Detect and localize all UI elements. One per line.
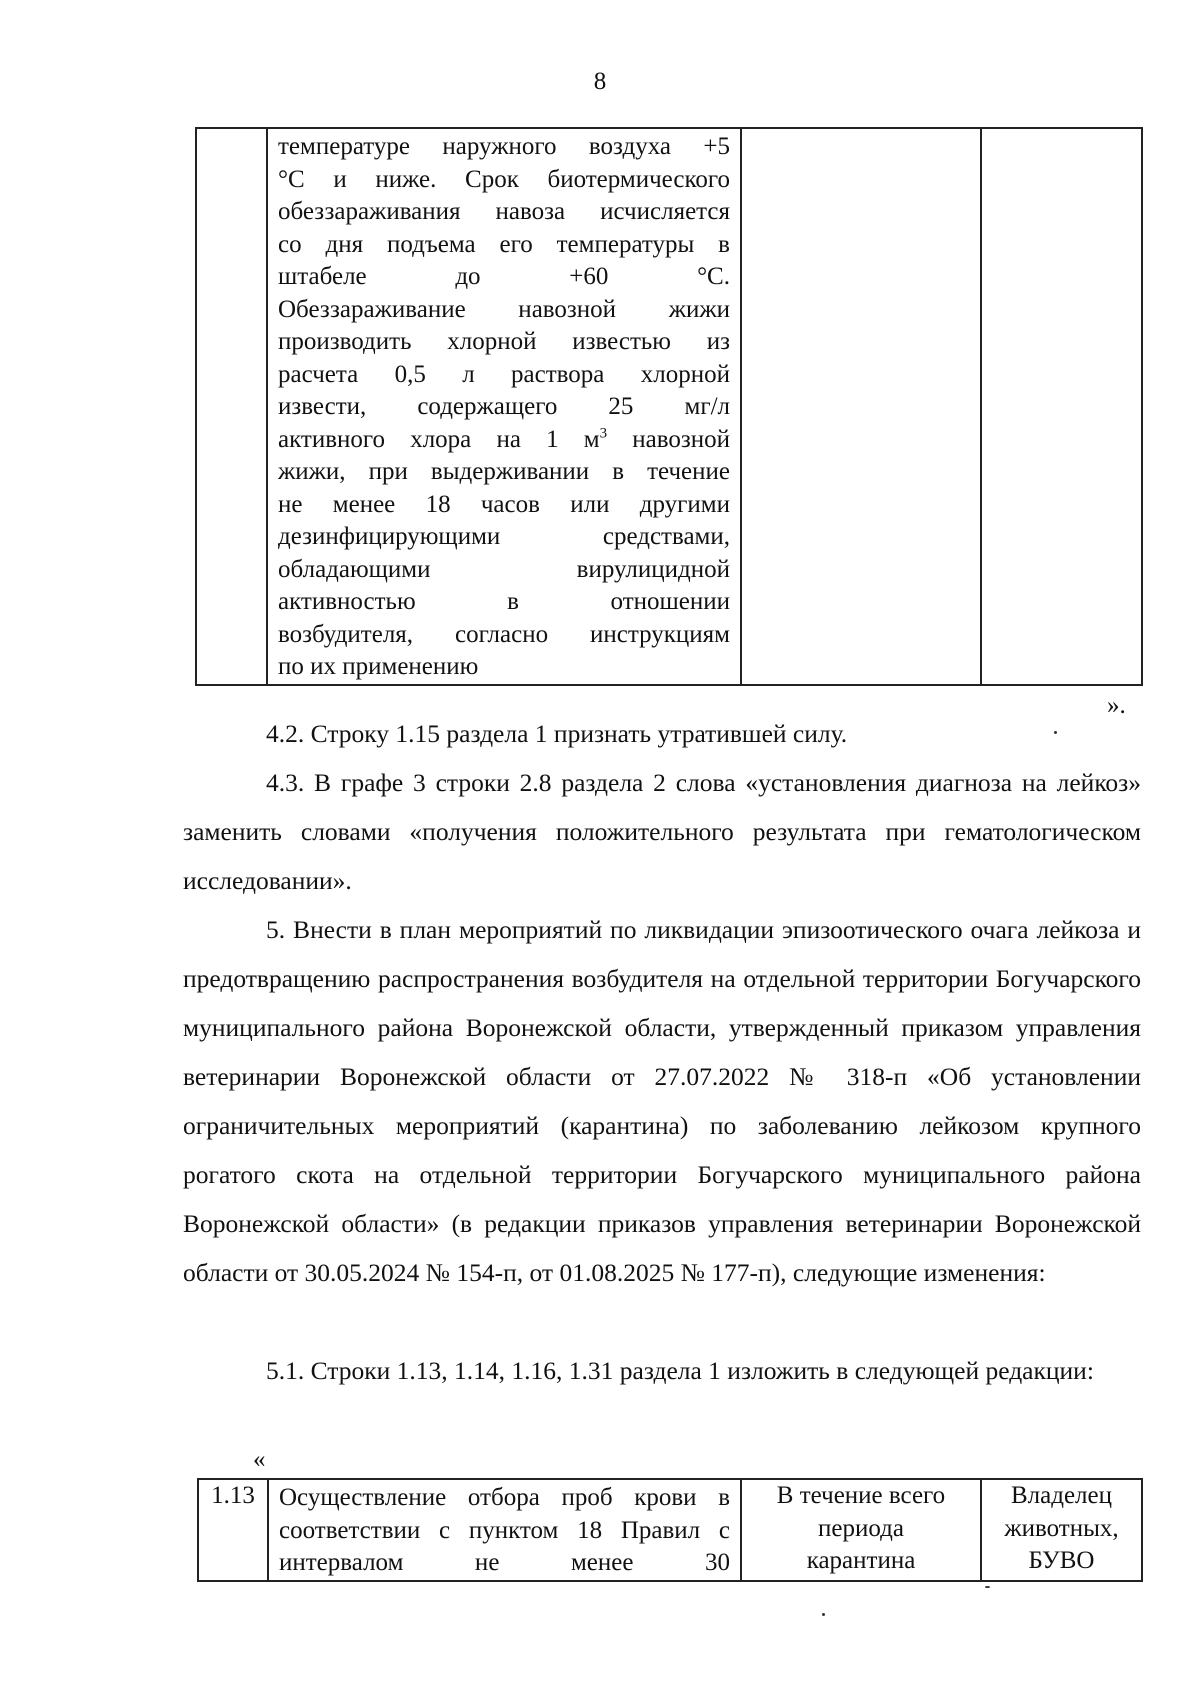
cell-line: дезинфицирующими средствами, bbox=[278, 523, 730, 550]
scan-speck bbox=[822, 1613, 825, 1616]
table-new-rows bbox=[197, 1478, 1143, 1582]
cell-line: Владелец bbox=[1010, 1482, 1112, 1509]
table-cell-responsible bbox=[981, 1479, 1142, 1581]
cell-line: обеззараживания навоза исчисляется bbox=[278, 198, 730, 225]
superscript: 3 bbox=[599, 425, 608, 442]
cell-line: В течение всего bbox=[776, 1482, 946, 1509]
cell-line: соответствии с пунктом 18 Правил с bbox=[279, 1516, 730, 1544]
cell-line: возбудителя, согласно инструкциям bbox=[278, 620, 730, 648]
cell-line: активностью в отношении bbox=[278, 588, 730, 615]
cell-line-with-superscript: активного хлора на 1 $м^3$ навозной bbox=[278, 425, 730, 453]
cell-line: обладающими вирулицидной bbox=[278, 555, 730, 583]
cell-line: Осуществление отбора проб крови в bbox=[279, 1484, 730, 1511]
scan-speck bbox=[985, 1586, 990, 1588]
cell-line: со дня подъема его температуры в bbox=[278, 230, 730, 258]
cell-line: Обеззараживание навозной жижи bbox=[278, 295, 730, 323]
table-continuation bbox=[195, 127, 1143, 686]
cell-line: жижи, при выдерживании в течение bbox=[278, 458, 730, 485]
cell-line: температуре наружного воздуха +5 bbox=[278, 133, 730, 160]
table-cell-measure bbox=[268, 1479, 741, 1581]
page-number: 8 bbox=[593, 68, 607, 95]
table-cell-responsible bbox=[981, 128, 1142, 685]
cell-line: животных, bbox=[1004, 1514, 1119, 1542]
paragraph-4-2: 4.2. Строку 1.15 раздела 1 признать утратившей силу. bbox=[266, 719, 848, 748]
cell-line: производить хлорной известью из bbox=[278, 328, 730, 355]
table-cell-measure bbox=[267, 128, 741, 685]
table-cell-deadline bbox=[741, 128, 981, 685]
row-number: 1.13 bbox=[198, 1479, 268, 1581]
cell-line: интервалом не менее 30 bbox=[279, 1549, 730, 1576]
cell-line: БУВО bbox=[1028, 1547, 1095, 1574]
closing-quote: ». bbox=[1107, 692, 1126, 719]
paragraph-5: 5. Внести в план мероприятий по ликвидации эпизоотического очага лейкоза и предотвращению распространения возбудителя на отдельной территории Богучарского муниципального района Воронежской области, утвержденный приказом управления ветеринарии Воронежской области от 27.07.2022 № 318-п «Об установлении ограничительных мероприятий (карантина) по заболеванию лейкозом крупного рогатого скота на отдельной территории Богучарского муниципального района Воронежской области» (в редакции приказов управления ветеринарии Воронежской области от 30.05.2024 № 154-п, от 01.08.2025 № 177-п), следующие изменения: bbox=[183, 915, 1141, 1287]
cell-line: карантина bbox=[806, 1547, 916, 1574]
table-row bbox=[198, 1479, 1142, 1581]
opening-quote: « bbox=[253, 1446, 266, 1473]
cell-line: по их применению bbox=[278, 653, 479, 680]
table-row bbox=[196, 128, 1142, 685]
cell-line: расчета 0,5 л раствора хлорной bbox=[278, 360, 730, 388]
cell-line: не менее 18 часов или другими bbox=[278, 490, 730, 518]
cell-line: штабеле до +60 °С. bbox=[278, 263, 730, 290]
table-cell-deadline bbox=[741, 1479, 981, 1581]
cell-line: извести, содержащего 25 мг/л bbox=[278, 393, 730, 420]
paragraph-5-1: 5.1. Строки 1.13, 1.14, 1.16, 1.31 раздела 1 изложить в следующей редакции: bbox=[266, 1356, 1094, 1385]
cell-line: периода bbox=[818, 1514, 904, 1542]
cell-line: °С и ниже. Срок биотермического bbox=[278, 165, 730, 193]
paragraph-4-3: 4.3. В графе 3 строки 2.8 раздела 2 слова «установления диагноза на лейкоз» заменить словами «получения положительного результата при гематологическом исследовании». bbox=[183, 768, 1141, 895]
table-cell-number bbox=[196, 128, 267, 685]
